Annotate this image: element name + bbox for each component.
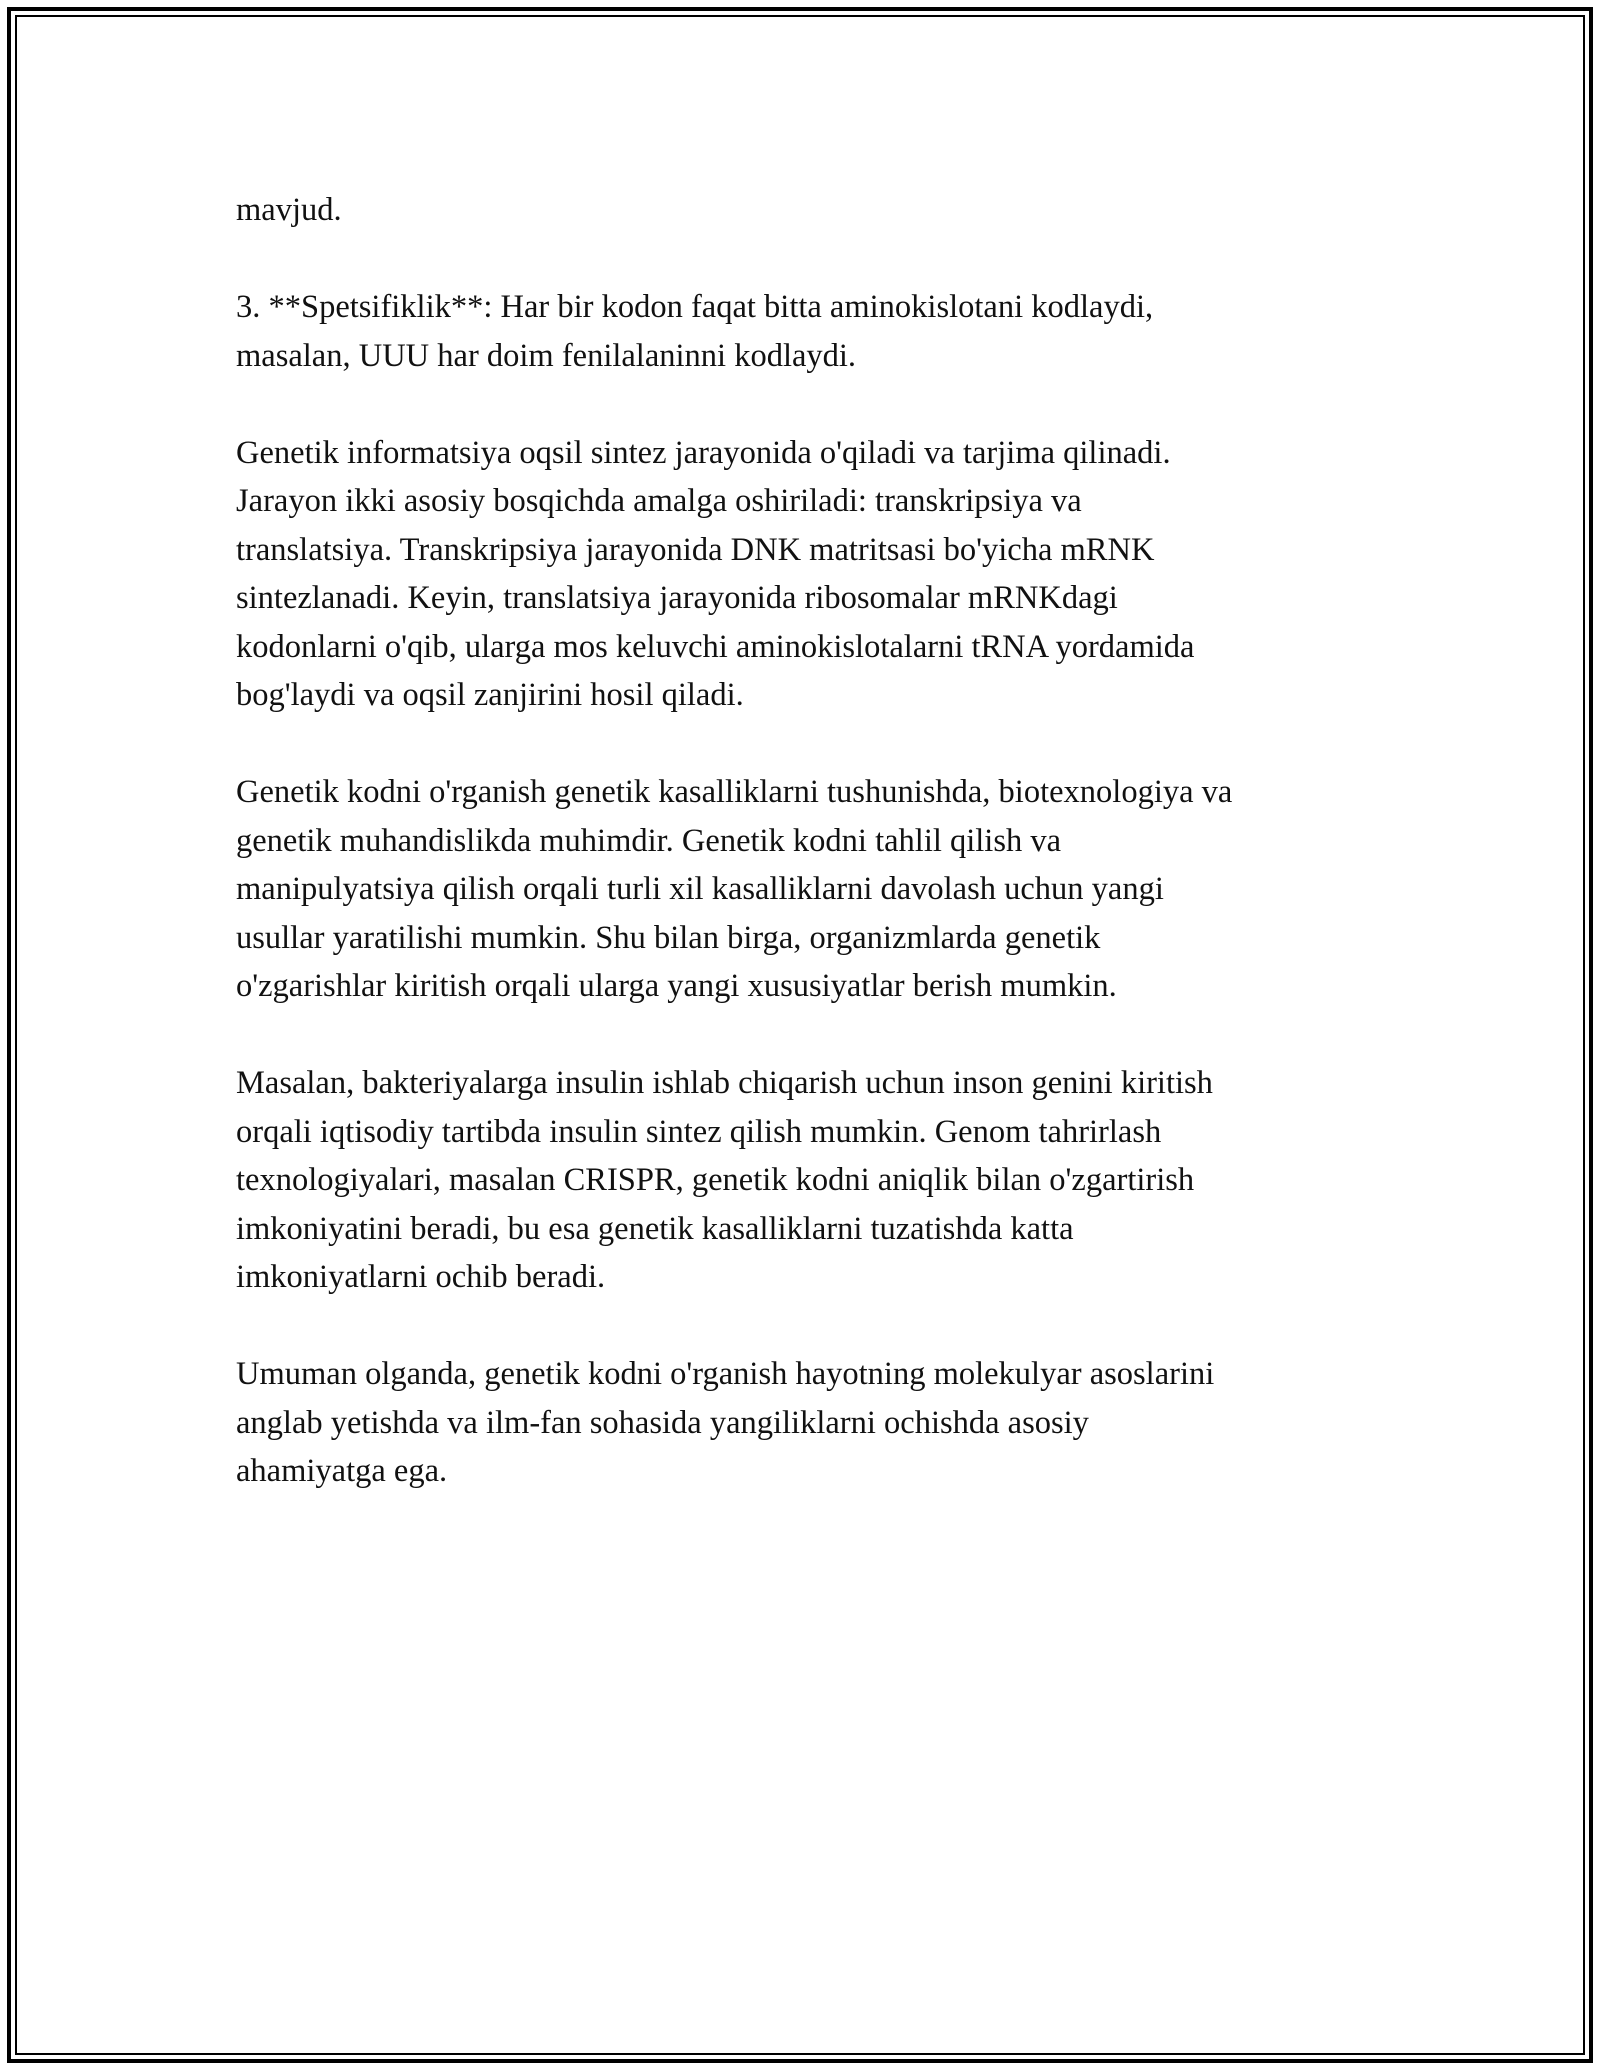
paragraph-specificity: 3. **Spetsifiklik**: Har bir kodon faqat bitta aminokislotani kodlaydi, masalan, UUU har doim fenilalaninni kodlaydi.: [236, 289, 1154, 374]
paragraph-conclusion: Umuman olganda, genetik kodni o'rganish hayotning molekulyar asoslarini anglab yetishda va ilm-fan sohasida yangiliklarni ochishda asosiy ahamiyatga ega.: [236, 1356, 1215, 1489]
paragraph-genetic-engineering: Genetik kodni o'rganish genetik kasalliklarni tushunishda, biotexnologiya va genetik muhandislikda muhimdir. Genetik kodni tahlil qilish va manipulyatsiya qilish orqali turli xil kasalliklarni davolash uchun yangi usullar yaratilishi mumkin. Shu bilan birga, organizmlarda genetik o'zgarishlar kiritish orqali ularga yangi xususiyatlar berish mumkin.: [236, 774, 1233, 1004]
paragraph-translation-process: Genetik informatsiya oqsil sintez jarayonida o'qiladi va tarjima qilinadi. Jarayon ikki asosiy bosqichda amalga oshiriladi: transkripsiya va translatsiya. Transkripsiya jarayonida DNK matritsasi bo'yicha mRNK sintezlanadi. Keyin, translatsiya jarayonida ribosomalar mRNKdagi kodonlarni o'qib, ularga mos keluvchi aminokislotalarni tRNA yordamida bog'laydi va oqsil zanjirini hosil qiladi.: [236, 434, 1195, 713]
paragraph-continuation: mavjud.: [236, 192, 342, 228]
document-body: [236, 186, 1396, 1544]
paragraph-insulin-crispr: Masalan, bakteriyalarga insulin ishlab chiqarish uchun inson genini kiritish orqali iqtisodiy tartibda insulin sintez qilish mumkin. Genom tahrirlash texnologiyalari, masalan CRISPR, genetik kodni aniqlik bilan o'zgartirish imkoniyatini beradi, bu esa genetik kasalliklarni tuzatishda katta imkoniyatlarni ochib beradi.: [236, 1065, 1213, 1295]
